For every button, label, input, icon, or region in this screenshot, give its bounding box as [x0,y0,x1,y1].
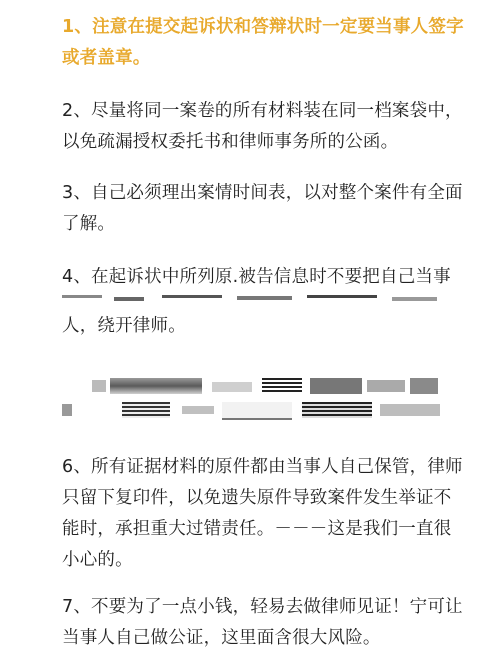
paragraph-2-line-1: 2、尽量将同一案卷的所有材料装在同一档案袋中， [62,101,463,121]
paragraph-7 [62,592,463,654]
paragraph-6-line-3: 能时，承担重大过错责任。－－－这是我们一直很 [62,519,452,539]
paragraph-4-line-1: 4、在起诉状中所列原.被告信息时不要把自己当事 [62,267,451,287]
corrupted-line-strip [62,295,442,303]
paragraph-3 [62,178,463,240]
paragraph-3-line-2: 了解。 [62,214,116,234]
paragraph-6-line-4: 小心的。 [62,550,133,570]
paragraph-1 [62,12,464,74]
paragraph-4-line-2: 人，绕开律师。 [62,316,186,336]
paragraph-7-line-2: 当事人自己做公证，这里面含很大风险。 [62,628,381,648]
paragraph-1-line-2: 或者盖章。 [62,48,151,68]
paragraph-6-line-1: 6、所有证据材料的原件都由当事人自己保管，律师 [62,457,463,477]
paragraph-1-line-1: 1、注意在提交起诉状和答辩状时一定要当事人签字 [62,17,464,37]
paragraph-6 [62,452,463,576]
redacted-paragraph [62,378,442,423]
paragraph-3-line-1: 3、自己必须理出案情时间表，以对整个案件有全面 [62,183,463,203]
paragraph-6-line-2: 只留下复印件，以免遗失原件导致案件发生举证不 [62,488,452,508]
paragraph-7-line-1: 7、不要为了一点小钱，轻易去做律师见证！宁可让 [62,597,463,617]
paragraph-2-line-2: 以免疏漏授权委托书和律师事务所的公函。 [62,132,399,152]
paragraph-2 [62,96,463,158]
